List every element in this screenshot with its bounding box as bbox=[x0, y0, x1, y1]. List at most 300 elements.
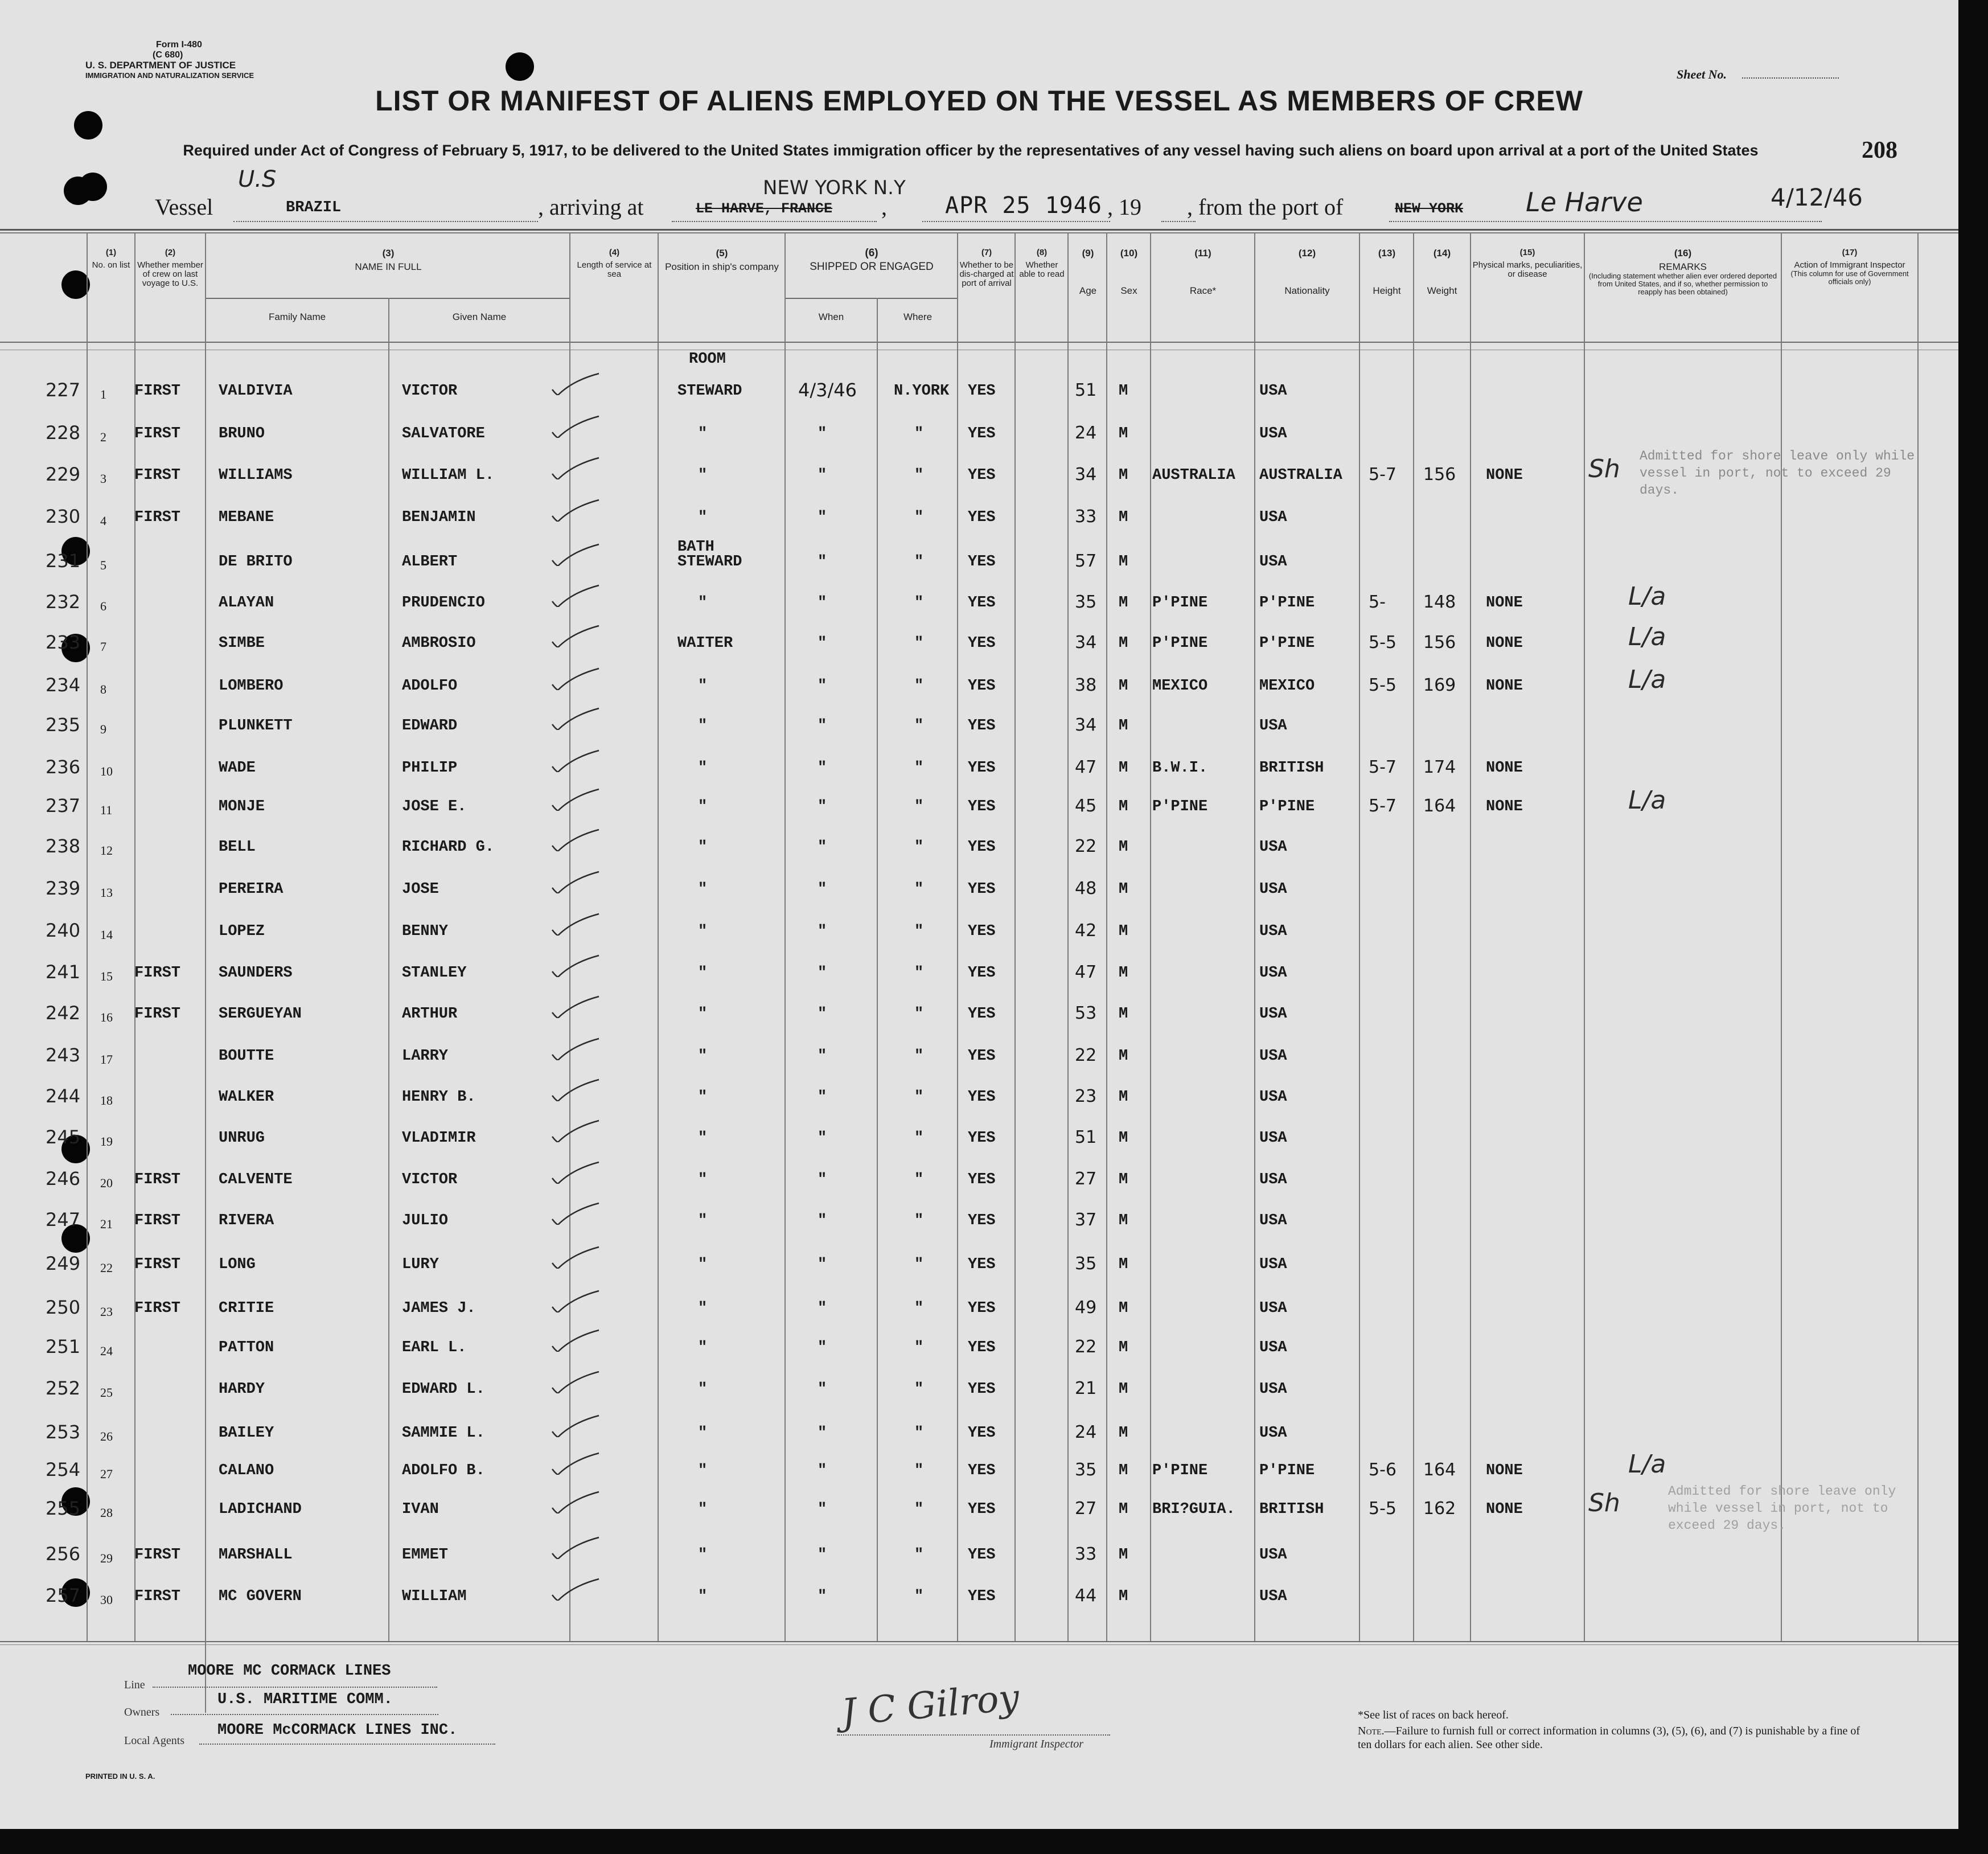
row-number: 25 bbox=[100, 1385, 113, 1400]
row-sex: M bbox=[1119, 1588, 1128, 1605]
row-position: " bbox=[698, 839, 708, 856]
row-shipped-where: " bbox=[914, 1588, 924, 1605]
row-last-voyage: FIRST bbox=[134, 467, 181, 484]
row-position-line1: BATH bbox=[677, 539, 714, 556]
row-discharged: YES bbox=[968, 1547, 996, 1564]
row-list-number-margin: 239 bbox=[46, 877, 81, 899]
row-age: 21 bbox=[1075, 1379, 1097, 1398]
row-sex: M bbox=[1119, 798, 1128, 815]
row-discharged: YES bbox=[968, 923, 996, 940]
row-shipped-where: " bbox=[914, 1006, 924, 1023]
row-number: 20 bbox=[100, 1176, 113, 1190]
header-col6: (6) SHIPPED OR ENGAGED bbox=[810, 247, 934, 273]
row-age: 51 bbox=[1075, 1127, 1097, 1147]
row-shipped-where: " bbox=[914, 1462, 924, 1479]
agents-value: MOORE McCORMACK LINES INC. bbox=[217, 1722, 458, 1739]
inspector-label: Immigrant Inspector bbox=[989, 1738, 1083, 1750]
row-list-number-margin: 229 bbox=[46, 464, 81, 485]
row-list-number-margin: 252 bbox=[46, 1377, 81, 1399]
sheet-number-label: Sheet No. bbox=[1677, 67, 1727, 81]
check-mark-icon bbox=[550, 457, 601, 479]
row-age: 47 bbox=[1075, 757, 1097, 777]
row-list-number-margin: 234 bbox=[46, 674, 81, 696]
row-position: " bbox=[698, 923, 708, 940]
row-family-name: DE BRITO bbox=[219, 553, 293, 571]
table-row bbox=[0, 877, 1958, 915]
row-position: " bbox=[698, 1381, 708, 1398]
row-nationality: USA bbox=[1259, 1547, 1287, 1564]
row-given-name: LURY bbox=[402, 1256, 439, 1273]
row-discharged: YES bbox=[968, 1130, 996, 1147]
table-row bbox=[0, 1336, 1958, 1373]
row-list-number-margin: 228 bbox=[46, 422, 81, 444]
row-family-name: BOUTTE bbox=[219, 1048, 274, 1065]
row-given-name: PHILIP bbox=[402, 760, 458, 777]
row-shipped-when: " bbox=[818, 1089, 827, 1106]
row-physical-marks: NONE bbox=[1486, 635, 1523, 652]
row-discharged: YES bbox=[968, 594, 996, 612]
row-number: 7 bbox=[100, 639, 106, 654]
table-row bbox=[0, 1209, 1958, 1246]
row-height: 5-7 bbox=[1369, 465, 1396, 485]
row-age: 57 bbox=[1075, 551, 1097, 571]
row-number: 17 bbox=[100, 1052, 113, 1067]
row-age: 23 bbox=[1075, 1086, 1097, 1106]
row-list-number-margin: 231 bbox=[46, 550, 81, 572]
row-family-name: SIMBE bbox=[219, 635, 265, 652]
row-family-name: WADE bbox=[219, 760, 256, 777]
penalty-note: Note.—Failure to furnish full or correct information in columns (3), (5), (6), and (7) is punishable by a fine of ten dollars for each alien. See other side. bbox=[1358, 1725, 1860, 1751]
row-nationality: P'PINE bbox=[1259, 635, 1315, 652]
row-physical-marks: NONE bbox=[1486, 1462, 1523, 1479]
row-age: 38 bbox=[1075, 675, 1097, 695]
row-age: 35 bbox=[1075, 1254, 1097, 1274]
header-col4: (4) Length of service at sea bbox=[577, 248, 652, 279]
row-number: 10 bbox=[100, 764, 113, 778]
row-shipped-when: " bbox=[818, 1212, 827, 1229]
row-family-name: MONJE bbox=[219, 798, 265, 815]
check-mark-icon bbox=[550, 625, 601, 647]
row-given-name: WILLIAM L. bbox=[402, 467, 495, 484]
row-shipped-where: " bbox=[914, 1256, 924, 1273]
line-value: MOORE MC CORMACK LINES bbox=[188, 1663, 391, 1680]
row-remark-mark: Sh bbox=[1588, 454, 1620, 483]
row-shipped-when: " bbox=[818, 553, 827, 571]
row-nationality: USA bbox=[1259, 881, 1287, 898]
row-shipped-when: " bbox=[818, 1339, 827, 1356]
row-discharged: YES bbox=[968, 1256, 996, 1273]
row-given-name: VLADIMIR bbox=[402, 1130, 476, 1147]
row-age: 34 bbox=[1075, 715, 1097, 735]
row-family-name: WILLIAMS bbox=[219, 467, 293, 484]
row-position: " bbox=[698, 1256, 708, 1273]
row-number: 11 bbox=[100, 803, 113, 817]
row-list-number-margin: 237 bbox=[46, 795, 81, 817]
row-given-name: VICTOR bbox=[402, 383, 458, 400]
row-nationality: USA bbox=[1259, 1256, 1287, 1273]
row-sex: M bbox=[1119, 1212, 1128, 1229]
inspector-signature: J C Gilroy bbox=[840, 1676, 1021, 1734]
row-number: 18 bbox=[100, 1093, 113, 1108]
row-position: " bbox=[698, 760, 708, 777]
row-sex: M bbox=[1119, 923, 1128, 940]
row-number: 30 bbox=[100, 1593, 113, 1607]
row-shipped-where: " bbox=[914, 635, 924, 652]
vessel-label: Vessel bbox=[155, 194, 213, 220]
row-discharged: YES bbox=[968, 1171, 996, 1188]
row-physical-marks: NONE bbox=[1486, 678, 1523, 695]
row-family-name: BRUNO bbox=[219, 425, 265, 442]
departure-date-hand: 4/12/46 bbox=[1771, 183, 1863, 211]
row-family-name: WALKER bbox=[219, 1089, 274, 1106]
row-nationality: USA bbox=[1259, 1381, 1287, 1398]
row-sex: M bbox=[1119, 1048, 1128, 1065]
row-age: 44 bbox=[1075, 1586, 1097, 1606]
row-nationality: USA bbox=[1259, 717, 1287, 735]
row-shipped-where: " bbox=[914, 509, 924, 526]
row-given-name: ALBERT bbox=[402, 553, 458, 571]
year-label: , 19 bbox=[1107, 194, 1141, 220]
row-sex: M bbox=[1119, 1089, 1128, 1106]
row-nationality: BRITISH bbox=[1259, 1501, 1324, 1518]
row-race: MEXICO bbox=[1152, 678, 1208, 695]
row-family-name: LOPEZ bbox=[219, 923, 265, 940]
arriving-label: , arriving at bbox=[538, 194, 644, 220]
row-family-name: PEREIRA bbox=[219, 881, 284, 898]
row-number: 26 bbox=[100, 1429, 113, 1443]
service: IMMIGRATION AND NATURALIZATION SERVICE bbox=[85, 71, 254, 80]
row-number: 27 bbox=[100, 1467, 113, 1481]
row-shipped-where: " bbox=[914, 1171, 924, 1188]
row-family-name: MARSHALL bbox=[219, 1547, 293, 1564]
row-nationality: USA bbox=[1259, 425, 1287, 442]
department: U. S. DEPARTMENT OF JUSTICE bbox=[85, 60, 236, 71]
row-sex: M bbox=[1119, 509, 1128, 526]
row-weight: 148 bbox=[1423, 592, 1456, 612]
row-nationality: P'PINE bbox=[1259, 1462, 1315, 1479]
row-height: 5-5 bbox=[1369, 1499, 1396, 1519]
row-discharged: YES bbox=[968, 509, 996, 526]
row-given-name: EMMET bbox=[402, 1547, 449, 1564]
row-race: BRI?GUIA. bbox=[1152, 1501, 1235, 1518]
row-race: P'PINE bbox=[1152, 594, 1208, 612]
row-position: " bbox=[698, 1588, 708, 1605]
row-number: 6 bbox=[100, 599, 106, 613]
row-age: 34 bbox=[1075, 633, 1097, 653]
row-sex: M bbox=[1119, 839, 1128, 856]
header-col9: (9) Age bbox=[1079, 248, 1097, 296]
check-mark-icon bbox=[550, 372, 601, 395]
header-col17: (17) Action of Immigrant Inspector (This column for use of Government officials only) bbox=[1790, 248, 1909, 286]
check-mark-icon bbox=[550, 871, 601, 893]
check-mark-icon bbox=[550, 499, 601, 522]
row-shipped-where: " bbox=[914, 1547, 924, 1564]
row-nationality: USA bbox=[1259, 1339, 1287, 1356]
row-nationality: USA bbox=[1259, 1089, 1287, 1106]
check-mark-icon bbox=[550, 1037, 601, 1060]
row-position: " bbox=[698, 1339, 708, 1356]
check-mark-icon bbox=[550, 1371, 601, 1393]
row-age: 47 bbox=[1075, 962, 1097, 982]
header-col2: (2) Whether member of crew on last voyage to U.S. bbox=[137, 248, 203, 288]
row-number: 9 bbox=[100, 722, 106, 736]
header-col13: (13) Height bbox=[1373, 248, 1401, 296]
row-number: 19 bbox=[100, 1134, 113, 1149]
row-discharged: YES bbox=[968, 798, 996, 815]
row-nationality: BRITISH bbox=[1259, 760, 1324, 777]
row-shipped-where: " bbox=[914, 678, 924, 695]
row-sex: M bbox=[1119, 553, 1128, 571]
row-position: " bbox=[698, 1089, 708, 1106]
row-shipped-when: 4/3/46 bbox=[798, 379, 857, 401]
row-list-number-margin: 227 bbox=[46, 379, 81, 401]
row-shipped-when: " bbox=[818, 678, 827, 695]
row-given-name: EDWARD L. bbox=[402, 1381, 485, 1398]
check-mark-icon bbox=[550, 1161, 601, 1184]
row-discharged: YES bbox=[968, 635, 996, 652]
row-number: 16 bbox=[100, 1010, 113, 1024]
row-position: WAITER bbox=[677, 635, 733, 652]
row-sex: M bbox=[1119, 1425, 1128, 1442]
row-family-name: CALVENTE bbox=[219, 1171, 293, 1188]
table-row bbox=[0, 920, 1958, 957]
sheet-number-field bbox=[1742, 77, 1839, 79]
row-nationality: USA bbox=[1259, 509, 1287, 526]
row-position: " bbox=[698, 965, 708, 982]
row-shipped-where: " bbox=[914, 425, 924, 442]
row-family-name: LONG bbox=[219, 1256, 256, 1273]
row-list-number-margin: 257 bbox=[46, 1585, 81, 1606]
row-given-name: ADOLFO B. bbox=[402, 1462, 485, 1479]
row-last-voyage: FIRST bbox=[134, 383, 181, 400]
row-nationality: USA bbox=[1259, 1588, 1287, 1605]
row-discharged: YES bbox=[968, 1300, 996, 1317]
row-shipped-when: " bbox=[818, 1048, 827, 1065]
row-age: 22 bbox=[1075, 1045, 1097, 1065]
check-mark-icon bbox=[550, 749, 601, 772]
row-shipped-where: " bbox=[914, 467, 924, 484]
row-last-voyage: FIRST bbox=[134, 509, 181, 526]
row-family-name: CALANO bbox=[219, 1462, 274, 1479]
row-nationality: P'PINE bbox=[1259, 798, 1315, 815]
row-discharged: YES bbox=[968, 1425, 996, 1442]
row-physical-marks: NONE bbox=[1486, 467, 1523, 484]
row-shipped-where: " bbox=[914, 1048, 924, 1065]
row-position: STEWARD bbox=[677, 383, 742, 400]
row-list-number-margin: 247 bbox=[46, 1209, 81, 1230]
row-shipped-when: " bbox=[818, 635, 827, 652]
row-list-number-margin: 238 bbox=[46, 835, 81, 857]
row-nationality: USA bbox=[1259, 1006, 1287, 1023]
row-discharged: YES bbox=[968, 1339, 996, 1356]
row-number: 8 bbox=[100, 682, 106, 696]
check-mark-icon bbox=[550, 1202, 601, 1225]
row-given-name: JOSE E. bbox=[402, 798, 467, 815]
row-shipped-where: " bbox=[914, 923, 924, 940]
row-sex: M bbox=[1119, 1381, 1128, 1398]
row-shipped-when: " bbox=[818, 1256, 827, 1273]
row-nationality: P'PINE bbox=[1259, 594, 1315, 612]
header-col7: (7) Whether to be dis-charged at port of arrival bbox=[959, 248, 1014, 288]
punch-hole bbox=[79, 173, 107, 201]
row-position: STEWARD bbox=[677, 553, 742, 571]
row-sex: M bbox=[1119, 594, 1128, 612]
row-sex: M bbox=[1119, 1339, 1128, 1356]
check-mark-icon bbox=[550, 1246, 601, 1269]
row-weight: 169 bbox=[1423, 675, 1456, 695]
row-shipped-when: " bbox=[818, 1381, 827, 1398]
row-race: P'PINE bbox=[1152, 1462, 1208, 1479]
row-number: 24 bbox=[100, 1344, 113, 1358]
row-sex: M bbox=[1119, 760, 1128, 777]
row-physical-marks: NONE bbox=[1486, 798, 1523, 815]
check-mark-icon bbox=[550, 1329, 601, 1352]
row-position: " bbox=[698, 798, 708, 815]
header-col8: (8) Whether able to read bbox=[1019, 248, 1065, 279]
row-list-number-margin: 246 bbox=[46, 1168, 81, 1189]
row-discharged: YES bbox=[968, 1089, 996, 1106]
row-list-number-margin: 236 bbox=[46, 756, 81, 778]
row-sex: M bbox=[1119, 1256, 1128, 1273]
row-shipped-where: " bbox=[914, 881, 924, 898]
check-mark-icon bbox=[550, 913, 601, 936]
row-list-number-margin: 232 bbox=[46, 591, 81, 613]
row-family-name: PLUNKETT bbox=[219, 717, 293, 735]
row-last-voyage: FIRST bbox=[134, 1588, 181, 1605]
remark-shore-leave: Admitted for shore leave only while vessel in port, not to exceed 29 days. bbox=[1668, 1484, 1896, 1533]
row-given-name: BENJAMIN bbox=[402, 509, 476, 526]
table-row bbox=[0, 1297, 1958, 1334]
row-sex: M bbox=[1119, 1171, 1128, 1188]
row-age: 45 bbox=[1075, 796, 1097, 816]
row-nationality: USA bbox=[1259, 553, 1287, 571]
row-nationality: USA bbox=[1259, 1212, 1287, 1229]
row-nationality: USA bbox=[1259, 383, 1287, 400]
row-shipped-where: " bbox=[914, 553, 924, 571]
row-height: 5-5 bbox=[1369, 675, 1396, 695]
row-given-name: ADOLFO bbox=[402, 678, 458, 695]
page-number: 208 bbox=[1862, 137, 1897, 163]
row-discharged: YES bbox=[968, 717, 996, 735]
row-list-number-margin: 249 bbox=[46, 1253, 81, 1274]
row-shipped-when: " bbox=[818, 798, 827, 815]
row-given-name: HENRY B. bbox=[402, 1089, 476, 1106]
row-physical-marks: NONE bbox=[1486, 594, 1523, 612]
row-sex: M bbox=[1119, 1501, 1128, 1518]
row-shipped-when: " bbox=[818, 467, 827, 484]
manifest-sheet: Form I-480 (C 680) U. S. DEPARTMENT OF JUSTICE IMMIGRATION AND NATURALIZATION SERVICE Sheet No. 208 LIST OR MANIFEST OF ALIENS EMPLOYED ON THE VESSEL AS MEMBERS OF CREW Required under Act of Congress of February 5, 1917, to be delivered to the United States immigration officer by the representatives of any vessel having such aliens on board upon arrival at a port of the United States Vessel U.S BRAZIL , arriving at NEW YORK N.Y LE HARVE, FRANCE , APR 25 1946 , 19 , from the port of NEW YORK Le Harve 4/12/46 (1) No. on list (2) Whether member of crew on last voyage to U.S. (3) NAME IN FULL Family Name Given Name (4) Length of service at sea (5) Position in ship's company (6) SHIPPED OR ENGAGED When Where (7) Whether to be dis-charged at port of arrival (8) Whether able to read (9) Age (10) Sex (11) Race* (12) Nationality (13) Height (14) Weight (15) Physical marks, peculiarities, or disease (16) REMARKS (Including statement whether alien ever ordered deported from United States, and if so, whether permission to reapply has been obtained) (17) Action of Immigrant Inspector (This column for use of Government officials only) 227 1 FIRST VALDIVIA VICTOR STEWARD 4/3/46 N.YORK YES 51 M USA ROOM 228 2 FIRST BRUNO SALVATORE " " " YES 24 M USA 229 3 FIRST WILLIAMS WILLIAM L. " " " YES 34 M AUSTRALIA AUSTRALIA 5-7 156 NONE Sh 230 4 FIRST MEBANE BENJAMIN " " " YES 33 M USA 231 5 DE BRITO ALBERT STEWARD " " YES 57 M USA BATH 232 6 ALAYAN PRUDENCIO " " " YES 35 M P'PINE P'PINE 5- 148 NONE L/a 233 7 SIMBE AMBROSIO WAITER " " YES 34 M P'PINE P'PINE 5-5 156 NONE L/a 234 8 LOMBERO ADOLFO " " " YES 38 M MEXICO MEXICO 5-5 169 NONE L/a 235 9 PLUNKETT EDWARD " " " YES 34 M USA 236 10 WADE PHILIP " " " YES 47 M B.W.I. BRITISH 5-7 174 NONE 237 11 MONJE JOSE E. " " " YES 45 M P'PINE P'PINE 5-7 164 NONE L/a 238 12 BELL RICHARD G. " " " YES 22 M USA 239 13 PEREIRA JOSE " " " YES 48 M USA 240 14 LOPEZ BENNY " " " YES 42 M USA 241 15 FIRST SAUNDERS STANLEY " " " YES 47 M USA 242 16 FIRST SERGUEYAN ARTHUR " " " YES 53 M USA 243 17 BOUTTE LARRY " " " YES 22 M USA 244 18 WALKER HENRY B. " " " YES 23 M USA 245 19 UNRUG VLADIMIR " " " YES 51 M USA 246 20 FIRST CALVENTE VICTOR " " " YES 27 M USA 247 21 FIRST RIVERA JULIO " " " YES 37 M USA 249 22 FIRST LONG LURY " " " YES 35 M USA 250 23 FIRST CRITIE JAMES J. " " " YES 49 M USA 251 24 PATTON EARL L. " " " YES 22 M USA 252 25 HARDY EDWARD L. " " " YES 21 M USA 253 26 BAILEY SAMMIE L. " " " YES 24 M USA 254 27 CALANO ADOLFO B. " " " YES 35 M P'PINE P'PINE 5-6 164 NONE L/a 255 28 LADICHAND IVAN " " " YES 27 M BRI?GUIA. BRITISH 5-5 162 NONE Sh 256 29 FIRST MARSHALL EMMET " " " YES 33 M USA 257 30 FIRST MC GOVERN WILLIAM " " " YES 44 M USA Admitted for shore leave only while vessel in port, not to exceed 29 days. Admitted for shore leave only while vessel in port, not to exceed 29 days. Line MOORE MC CORMACK LINES Owners U.S. MARITIME COMM. Local Agents MOORE McCORMACK LINES INC. J C Gilroy Immigrant Inspector *See list of races on back hereof. Note.—Failure to furnish full or correct information in columns (3), (5), (6), and (7) is punishable by a fine of ten dollars for each alien. See other side. PRINTED IN U. S. A. bbox=[0, 0, 1958, 1829]
row-shipped-when: " bbox=[818, 965, 827, 982]
row-family-name: MC GOVERN bbox=[219, 1588, 302, 1605]
row-list-number-margin: 240 bbox=[46, 920, 81, 941]
row-given-name: JAMES J. bbox=[402, 1300, 476, 1317]
check-mark-icon bbox=[550, 1452, 601, 1475]
row-discharged: YES bbox=[968, 1212, 996, 1229]
row-physical-marks: NONE bbox=[1486, 1501, 1523, 1518]
check-mark-icon bbox=[550, 584, 601, 607]
row-given-name: WILLIAM bbox=[402, 1588, 467, 1605]
header-col1: (1) No. on list bbox=[92, 248, 130, 270]
row-discharged: YES bbox=[968, 1048, 996, 1065]
row-family-name: BAILEY bbox=[219, 1425, 274, 1442]
table-row bbox=[0, 622, 1958, 669]
header-when: When bbox=[818, 311, 844, 322]
row-list-number-margin: 255 bbox=[46, 1498, 81, 1519]
row-shipped-when: " bbox=[818, 1130, 827, 1147]
punch-hole bbox=[61, 270, 90, 299]
row-list-number-margin: 242 bbox=[46, 1002, 81, 1024]
header-col14: (14) Weight bbox=[1427, 248, 1457, 296]
row-list-number-margin: 243 bbox=[46, 1044, 81, 1066]
row-height: 5-7 bbox=[1369, 796, 1396, 816]
check-mark-icon bbox=[550, 828, 601, 851]
table-row bbox=[0, 1168, 1958, 1205]
table-row bbox=[0, 1126, 1958, 1164]
row-shipped-when: " bbox=[818, 1462, 827, 1479]
row-position: " bbox=[698, 1425, 708, 1442]
row-given-name: IVAN bbox=[402, 1501, 439, 1518]
row-shipped-when: " bbox=[818, 923, 827, 940]
row-sex: M bbox=[1119, 425, 1128, 442]
row-age: 33 bbox=[1075, 1544, 1097, 1564]
row-shipped-where: " bbox=[914, 760, 924, 777]
row-given-name: EARL L. bbox=[402, 1339, 467, 1356]
row-number: 5 bbox=[100, 558, 106, 572]
header-given-name: Given Name bbox=[452, 311, 507, 322]
check-mark-icon bbox=[550, 543, 601, 566]
row-shipped-when: " bbox=[818, 717, 827, 735]
row-given-name: STANLEY bbox=[402, 965, 467, 982]
row-discharged: YES bbox=[968, 760, 996, 777]
header-where: Where bbox=[903, 311, 933, 322]
row-sex: M bbox=[1119, 1130, 1128, 1147]
row-position: " bbox=[698, 1300, 708, 1317]
row-number: 29 bbox=[100, 1551, 113, 1565]
row-discharged: YES bbox=[968, 425, 996, 442]
row-weight: 156 bbox=[1423, 633, 1456, 653]
row-number: 1 bbox=[100, 387, 106, 401]
row-shipped-when: " bbox=[818, 1300, 827, 1317]
row-given-name: VICTOR bbox=[402, 1171, 458, 1188]
row-position: " bbox=[698, 1212, 708, 1229]
row-nationality: USA bbox=[1259, 965, 1287, 982]
requirement-statement: Required under Act of Congress of February 5, 1917, to be delivered to the United States immigration officer by the representatives of any vessel having such aliens on board upon arrival at a port of the United States bbox=[183, 142, 1759, 159]
row-shipped-where: " bbox=[914, 1089, 924, 1106]
row-position: " bbox=[698, 1501, 708, 1518]
row-position: " bbox=[698, 1171, 708, 1188]
row-height: 5- bbox=[1369, 592, 1386, 612]
row-family-name: ALAYAN bbox=[219, 594, 274, 612]
row-discharged: YES bbox=[968, 383, 996, 400]
row-given-name: ARTHUR bbox=[402, 1006, 458, 1023]
header-col5: (5) Position in ship's company bbox=[665, 248, 779, 272]
row-last-voyage: FIRST bbox=[134, 1300, 181, 1317]
row-shipped-where: " bbox=[914, 1339, 924, 1356]
row-weight: 164 bbox=[1423, 796, 1456, 816]
row-family-name: LADICHAND bbox=[219, 1501, 302, 1518]
row-position: " bbox=[698, 678, 708, 695]
row-nationality: USA bbox=[1259, 1171, 1287, 1188]
row-nationality: AUSTRALIA bbox=[1259, 467, 1342, 484]
row-age: 42 bbox=[1075, 921, 1097, 941]
table-row bbox=[0, 1377, 1958, 1415]
agents-label: Local Agents bbox=[124, 1734, 185, 1747]
row-sex: M bbox=[1119, 1300, 1128, 1317]
row-age: 22 bbox=[1075, 1337, 1097, 1357]
row-list-number-margin: 241 bbox=[46, 961, 81, 983]
row-remark-mark: L/a bbox=[1628, 665, 1666, 694]
header-family-name: Family Name bbox=[268, 311, 326, 322]
